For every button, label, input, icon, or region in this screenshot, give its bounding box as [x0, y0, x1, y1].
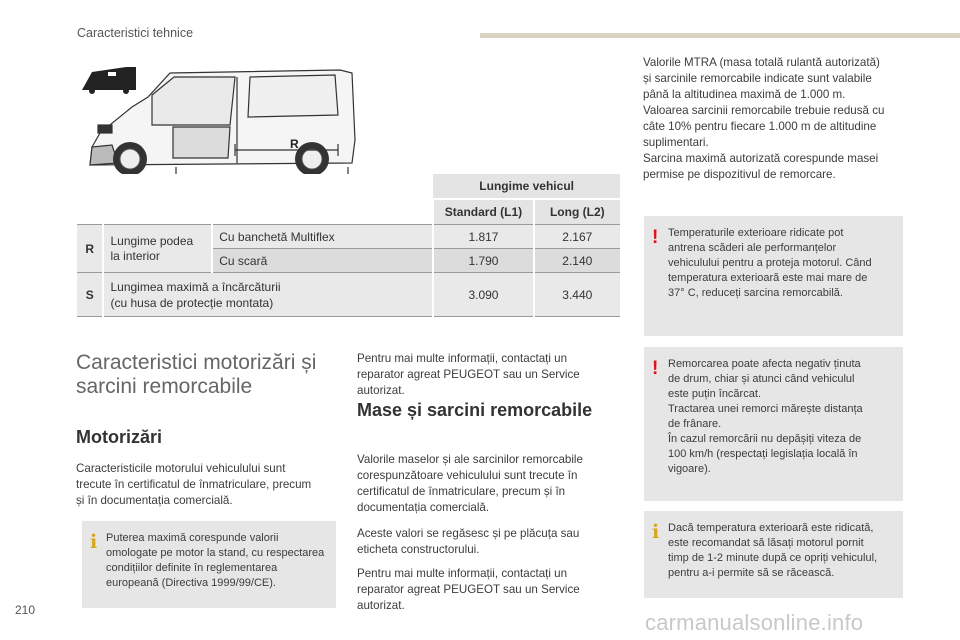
paragraph-line: reparator agreat PEUGEOT sau un Service — [357, 583, 580, 596]
note-line: timp de 1-2 minute după ce opriți vehiculul, — [668, 552, 878, 564]
paragraph-line: permise pe dispozitivul de remorcare. — [643, 168, 836, 181]
paragraph-line: Valorile MTRA (masa totală rulantă autorizată) — [643, 56, 880, 69]
paragraph-line: reparator agreat PEUGEOT sau un Service — [357, 368, 580, 381]
note-line: În cazul remorcării nu depășiți viteza de — [668, 433, 862, 445]
paragraph-placuta — [357, 526, 622, 558]
row-desc-r: Lungime podea la interior — [103, 225, 212, 273]
paragraph-line: Caracteristicile motorului vehiculului sunt — [76, 462, 286, 475]
cell-r-scara-l1: 1.790 — [433, 249, 533, 273]
heading-mase: Mase și sarcini remorcabile — [357, 400, 593, 420]
note-line: Dacă temperatura exterioară este ridicată, — [668, 522, 874, 534]
paragraph-line: până la altitudinea maximă de 1.000 m. — [643, 88, 846, 101]
info-icon: i — [90, 531, 98, 553]
note-line: temperatura exterioară este mai mare de — [668, 272, 868, 284]
cell-r-multiflex-l1: 1.817 — [433, 225, 533, 249]
paragraph-contact-2 — [357, 566, 622, 614]
note-line: vigoare). — [668, 463, 711, 475]
section-title-line2: sarcini remorcabile — [76, 375, 253, 398]
cell-s-l1: 3.090 — [433, 273, 533, 317]
van-thumbnail-icon — [82, 67, 136, 94]
warning-icon: ! — [652, 227, 659, 248]
note-line: Puterea maximă corespunde valorii — [106, 532, 279, 544]
row-code-s: S — [77, 273, 103, 317]
paragraph-line: și în documentația comercială. — [76, 494, 233, 507]
table-col-standard: Standard (L1) — [433, 199, 533, 225]
note-line: Temperaturile exterioare ridicate pot — [668, 227, 844, 239]
row-sub-multiflex: Cu banchetă Multiflex — [212, 225, 433, 249]
paragraph-mtra — [643, 55, 911, 183]
heading-motorizari: Motorizări — [76, 427, 163, 447]
row-desc-s-line1: Lungimea maximă a încărcăturii — [110, 279, 281, 294]
note-line: omologate pe motor la stand, cu respectarea — [106, 547, 325, 559]
paragraph-line: corespunzătoare vehiculului sunt trecute în — [357, 469, 578, 482]
info-note-engine-cooling — [644, 511, 903, 598]
note-line: europeană (Directiva 1999/99/CE). — [106, 577, 276, 589]
note-line: pentru a-i permite să se răcească. — [668, 567, 835, 579]
note-line: este puțin încărcat. — [668, 388, 761, 400]
paragraph-line: autorizat. — [357, 384, 405, 397]
front-wheel-icon — [113, 142, 147, 176]
note-line: de drum, chiar și atunci când vehiculul — [668, 373, 855, 385]
cell-s-l2: 3.440 — [534, 273, 620, 317]
paragraph-motor — [76, 461, 346, 509]
paragraph-line: Sarcina maximă autorizată corespunde masei — [643, 152, 879, 165]
cell-r-multiflex-l2: 2.167 — [534, 225, 620, 249]
table-col-long: Long (L2) — [534, 199, 620, 225]
paragraph-line: autorizat. — [357, 599, 405, 612]
info-note-power — [82, 521, 336, 608]
paragraph-mase — [357, 452, 622, 516]
warning-note-towing — [644, 347, 903, 501]
paragraph-line: Pentru mai multe informații, contactați un — [357, 352, 568, 365]
paragraph-line: Valoarea sarcinii remorcabile trebuie redusă cu — [643, 104, 885, 117]
watermark: carmanualsonline.info — [645, 610, 864, 635]
note-line: de frânare. — [668, 418, 722, 430]
note-line: Tractarea unei remorci mărește distanța — [668, 403, 863, 415]
row-desc-s-line2: (cu husa de protecție montata) — [110, 295, 274, 310]
section-title — [76, 351, 366, 399]
row-sub-scara: Cu scară — [212, 249, 433, 273]
note-line: antrena scăderi ale performanțelor — [668, 242, 837, 254]
row-code-r: R — [77, 225, 103, 273]
paragraph-line: eticheta constructorului. — [357, 543, 480, 556]
paragraph-line: trecute în certificatul de înmatriculare, precum — [76, 478, 312, 491]
paragraph-line: și sarcinile remorcabile indicate sunt valabile — [643, 72, 872, 85]
paragraph-line: Valorile maselor și ale sarcinilor remorcabile — [357, 453, 583, 466]
note-line: 100 km/h (respectați legislația locală în — [668, 448, 858, 460]
table-group-header: Lungime vehicul — [433, 174, 620, 199]
warning-icon: ! — [652, 358, 659, 379]
paragraph-line: documentația comercială. — [357, 501, 490, 514]
paragraph-line: certificatul de înmatriculare, precum și în — [357, 485, 566, 498]
note-line: 37° C, reduceți sarcina remorcabilă. — [668, 287, 843, 299]
vehicle-length-table — [77, 174, 620, 317]
paragraph-line: Aceste valori se regăsesc și pe plăcuța sau — [357, 527, 580, 540]
info-icon: i — [652, 521, 660, 543]
paragraph-line: câte 10% pentru fiecare 1.000 m de altitudine — [643, 120, 877, 133]
rear-wheel-icon — [295, 142, 329, 176]
header-bar — [480, 33, 960, 38]
note-line: vehiculului pentru a proteja motorul. Când — [668, 257, 872, 269]
page-number: 210 — [15, 603, 36, 617]
paragraph-line: Pentru mai multe informații, contactați un — [357, 567, 568, 580]
cell-r-scara-l2: 2.140 — [534, 249, 620, 273]
note-line: este recomandat să lăsați motorul pornit — [668, 537, 864, 549]
row-desc-s — [103, 273, 433, 317]
section-title-line1: Caracteristici motorizări și — [76, 351, 317, 374]
paragraph-contact-1 — [357, 351, 622, 399]
note-line: Remorcarea poate afecta negativ ținuta — [668, 358, 861, 370]
warning-note-temperature — [644, 216, 903, 336]
note-line: condițiilor definite în reglementarea — [106, 562, 278, 574]
section-header: Caracteristici tehnice — [77, 26, 194, 40]
paragraph-line: suplimentari. — [643, 136, 709, 149]
dimension-r-label: R — [290, 137, 299, 151]
